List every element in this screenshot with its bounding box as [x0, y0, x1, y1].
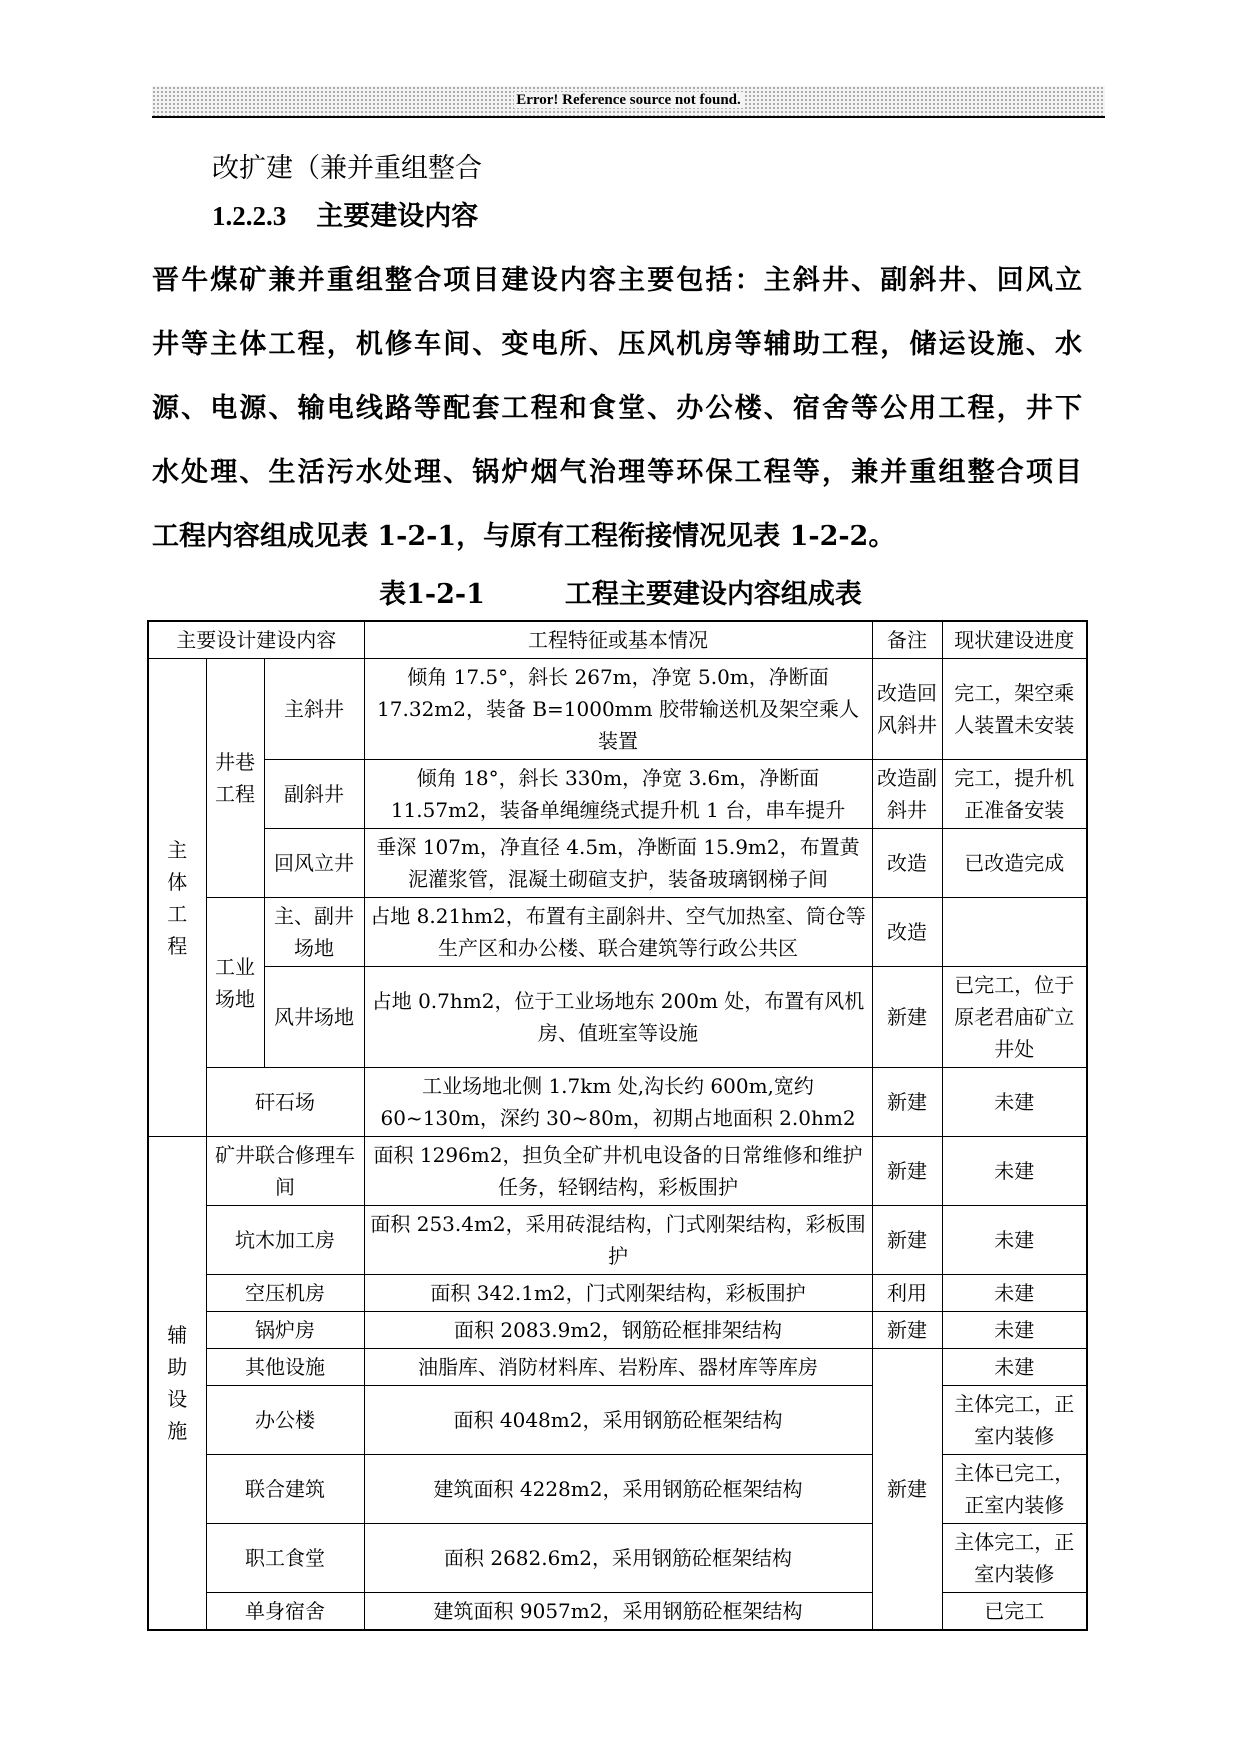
row-name: 矸石场: [206, 1068, 364, 1137]
row-name: 办公楼: [206, 1386, 364, 1455]
row-status: [942, 898, 1087, 967]
section-heading: [212, 199, 478, 234]
row-status: 主体完工，正室内装修: [942, 1386, 1087, 1455]
row-status: 已完工，位于原老君庙矿立井处: [942, 967, 1087, 1068]
group-aux: 辅助设施: [148, 1137, 206, 1631]
row-status: 未建: [942, 1312, 1087, 1349]
table-header-row: [148, 621, 1087, 659]
row-note: 新建: [872, 1137, 942, 1206]
row-status: 未建: [942, 1275, 1087, 1312]
row-note: 改造: [872, 898, 942, 967]
row-note: 新建: [872, 1206, 942, 1275]
row-name: 主斜井: [264, 659, 364, 760]
row-status: 已完工: [942, 1593, 1087, 1631]
row-name: 其他设施: [206, 1349, 364, 1386]
row-status: 主体完工，正室内装修: [942, 1524, 1087, 1593]
row-name: 单身宿舍: [206, 1593, 364, 1631]
row-desc: 面积 1296m2，担负全矿井机电设备的日常维修和维护任务，轻钢结构，彩板围护: [364, 1137, 872, 1206]
header-text: Error! Reference source not found.: [516, 92, 741, 108]
row-name: 风井场地: [264, 967, 364, 1068]
paragraph-line: 晋牛煤矿兼并重组整合项目建设内容主要包括：主斜井、副斜井、回风立: [152, 265, 1082, 296]
col-header: 现状建设进度: [942, 621, 1087, 659]
table-row: [148, 1137, 1087, 1206]
table-row: [148, 1068, 1087, 1137]
row-desc: 面积 2682.6m2，采用钢筋砼框架结构: [364, 1524, 872, 1593]
table-row: [148, 1386, 1087, 1455]
row-note: 新建: [872, 1068, 942, 1137]
table-row: [148, 1524, 1087, 1593]
paragraph-line: 源、电源、输电线路等配套工程和食堂、办公楼、宿舍等公用工程，井下: [152, 393, 1082, 424]
group-site: 工业场地: [206, 898, 264, 1068]
row-status: 已改造完成: [942, 829, 1087, 898]
row-desc: 占地 0.7hm2，位于工业场地东 200m 处，布置有风机房、值班室等设施: [364, 967, 872, 1068]
header-rule: [152, 116, 1105, 118]
row-desc: 垂深 107m，净直径 4.5m，净断面 15.9m2，布置黄泥灌浆管，混凝土砌碹支护，装备玻璃钢梯子间: [364, 829, 872, 898]
group-shaft: 井巷工程: [206, 659, 264, 898]
row-status: 未建: [942, 1137, 1087, 1206]
row-name: 职工食堂: [206, 1524, 364, 1593]
table-number: 表1-2-1: [379, 579, 485, 610]
row-desc: 油脂库、消防材料库、岩粉库、器材库等库房: [364, 1349, 872, 1386]
row-status: 主体已完工，正室内装修: [942, 1455, 1087, 1524]
row-name: 矿井联合修理车间: [206, 1137, 364, 1206]
row-note: 改造副斜井: [872, 760, 942, 829]
row-desc: 倾角 18°，斜长 330m，净宽 3.6m，净断面 11.57m2，装备单绳缠绕式提升机 1 台，串车提升: [364, 760, 872, 829]
table-title: 工程主要建设内容组成表: [564, 579, 862, 610]
col-header: 工程特征或基本情况: [364, 621, 872, 659]
row-note: 新建: [872, 967, 942, 1068]
row-name: 主、副井场地: [264, 898, 364, 967]
table-row: [148, 967, 1087, 1068]
row-status: 完工，提升机正准备安装: [942, 760, 1087, 829]
row-desc: 面积 342.1m2，门式刚架结构，彩板围护: [364, 1275, 872, 1312]
table-row: [148, 1455, 1087, 1524]
paragraph-line: 水处理、生活污水处理、锅炉烟气治理等环保工程等，兼并重组整合项目: [152, 457, 1082, 488]
body-paragraph: [152, 249, 1082, 569]
row-desc: 面积 4048m2，采用钢筋砼框架结构: [364, 1386, 872, 1455]
row-status: 未建: [942, 1349, 1087, 1386]
col-header: 主要设计建设内容: [148, 621, 364, 659]
row-note: 新建: [872, 1312, 942, 1349]
table-row: [148, 659, 1087, 760]
row-status: 未建: [942, 1068, 1087, 1137]
row-desc: 工业场地北侧 1.7km 处,沟长约 600m,宽约 60~130m，深约 30~80m，初期占地面积 2.0hm2: [364, 1068, 872, 1137]
paragraph-line: 井等主体工程，机修车间、变电所、压风机房等辅助工程，储运设施、水: [152, 329, 1082, 360]
table-row: [148, 1312, 1087, 1349]
table-row: [148, 1206, 1087, 1275]
col-header: 备注: [872, 621, 942, 659]
table-row: [148, 1593, 1087, 1631]
table-caption: [0, 578, 1241, 612]
construction-table: [147, 620, 1088, 1631]
row-desc: 面积 253.4m2，采用砖混结构，门式刚架结构，彩板围护: [364, 1206, 872, 1275]
table-row: [148, 760, 1087, 829]
section-number: 1.2.2.3: [212, 201, 287, 231]
row-status: 未建: [942, 1206, 1087, 1275]
row-name: 锅炉房: [206, 1312, 364, 1349]
row-name: 坑木加工房: [206, 1206, 364, 1275]
row-desc: 占地 8.21hm2，布置有主副斜井、空气加热室、筒仓等生产区和办公楼、联合建筑等行政公共区: [364, 898, 872, 967]
row-desc: 建筑面积 9057m2，采用钢筋砼框架结构: [364, 1593, 872, 1631]
paragraph-line: 工程内容组成见表 1-2-1，与原有工程衔接情况见表 1-2-2。: [152, 521, 896, 552]
row-note: 改造: [872, 829, 942, 898]
row-name: 副斜井: [264, 760, 364, 829]
table-row: [148, 829, 1087, 898]
row-name: 回风立井: [264, 829, 364, 898]
row-desc: 面积 2083.9m2，钢筋砼框排架结构: [364, 1312, 872, 1349]
row-desc: 建筑面积 4228m2，采用钢筋砼框架结构: [364, 1455, 872, 1524]
section-title: 主要建设内容: [316, 201, 479, 232]
row-name: 空压机房: [206, 1275, 364, 1312]
row-status: 完工，架空乘人装置未安装: [942, 659, 1087, 760]
row-note: 改造回风斜井: [872, 659, 942, 760]
row-note: 利用: [872, 1275, 942, 1312]
page-header: [152, 86, 1105, 116]
row-name: 联合建筑: [206, 1455, 364, 1524]
table-row: [148, 1349, 1087, 1386]
row-desc: 倾角 17.5°，斜长 267m，净宽 5.0m，净断面 17.32m2，装备 B=1000mm 胶带输送机及架空乘人装置: [364, 659, 872, 760]
row-note: 新建: [872, 1349, 942, 1631]
group-main: 主体工程: [148, 659, 206, 1137]
table-row: [148, 1275, 1087, 1312]
heading-line: 改扩建（兼并重组整合: [212, 153, 482, 184]
table-row: [148, 898, 1087, 967]
